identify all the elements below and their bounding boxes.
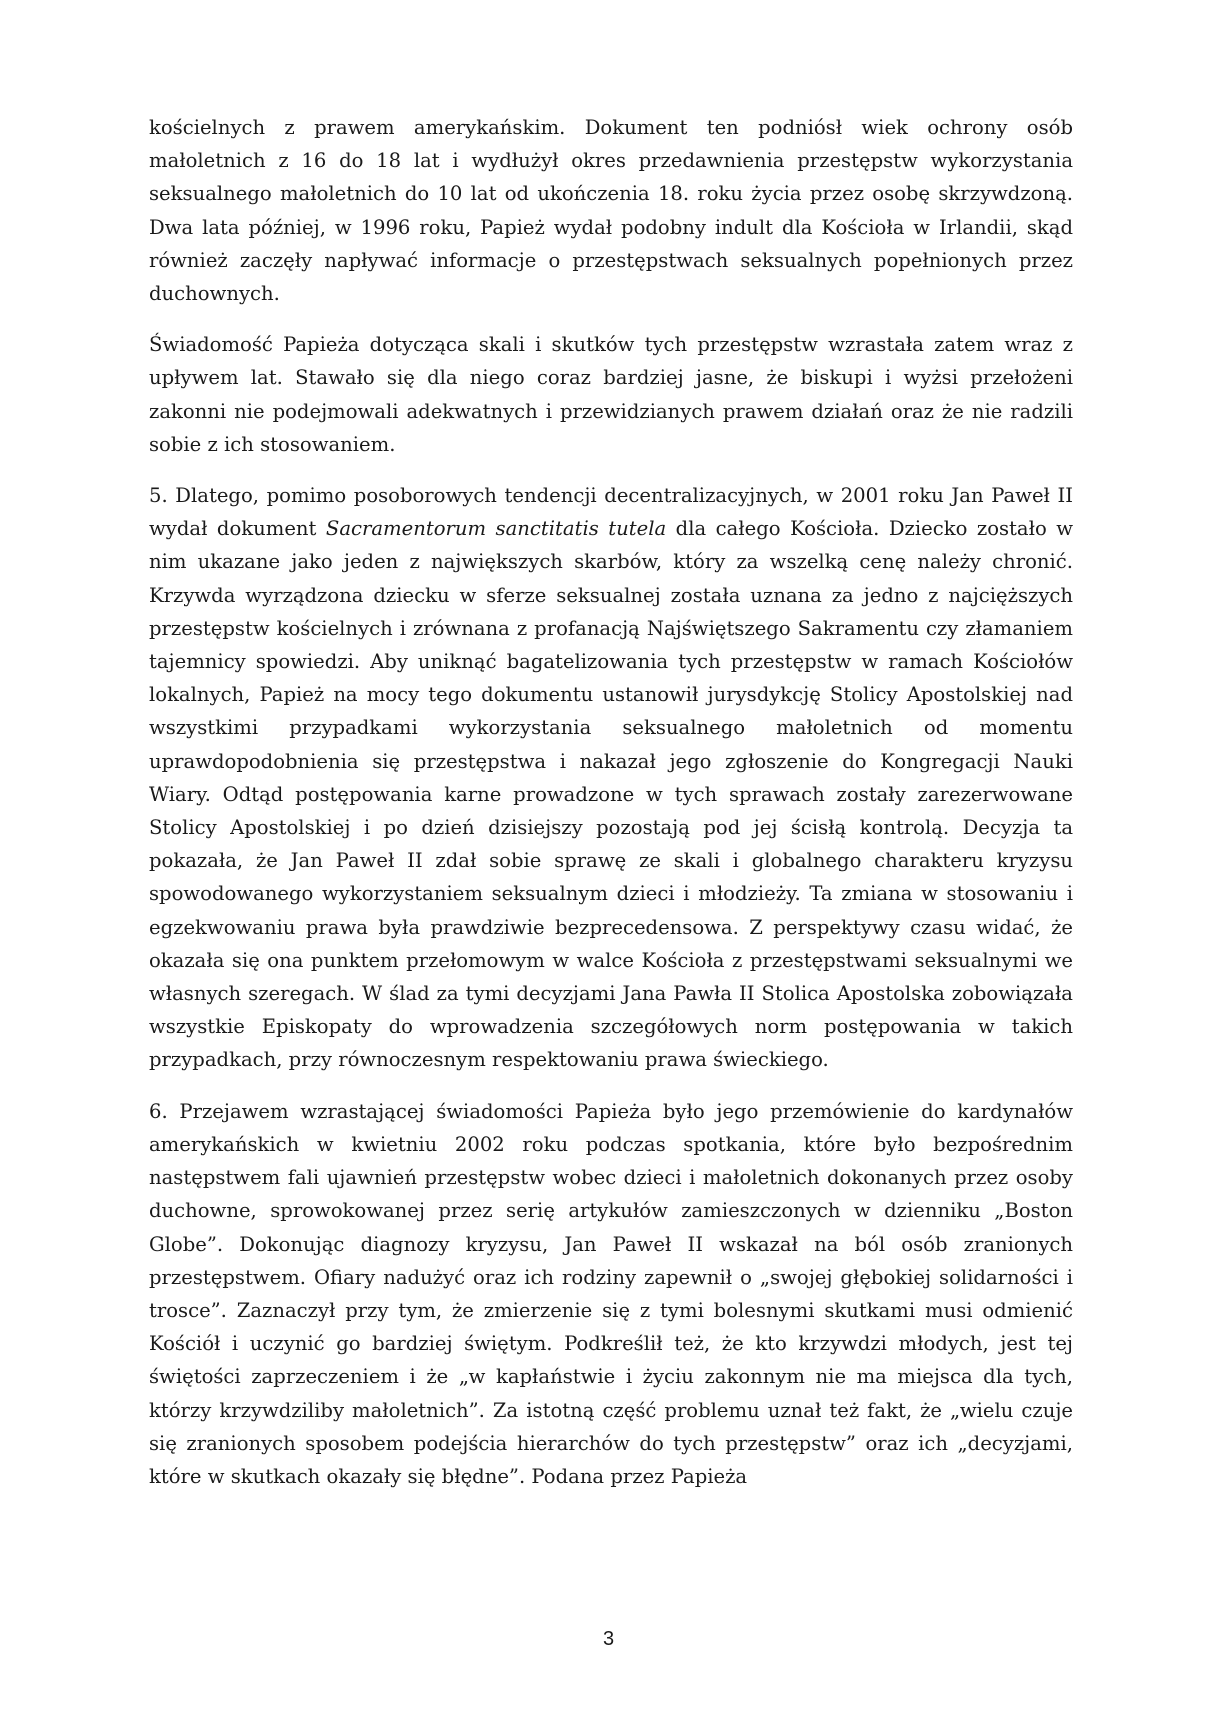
paragraph-1-text: kościelnych z prawem amerykańskim. Dokument ten podniósł wiek ochrony osób małoletnich z 16 do 18 lat i wydłużył okres przedawnienia przestępstw wykorzystania seksualnego małoletnich do 10 lat od ukończenia 18. roku życia przez osobę skrzywdzoną. Dwa lata później, w 1996 roku, Papież wydał podobny indult dla Kościoła w Irlandii, skąd również zaczęły napływać informacje o przestępstwach seksualnych popełnionych przez duchownych. — [149, 116, 1073, 306]
paragraph-4 — [149, 1095, 1073, 1493]
paragraph-3-text-end: dla całego Kościoła. Dziecko zostało w nim ukazane jako jeden z największych skarbów, który za wszelką cenę należy chronić. Krzywda wyrządzona dziecku w sferze seksualnej została uznana za jedno z najcięższych przestępstw kościelnych i zrównana z profanacją Najświętszego Sakramentu czy złamaniem tajemnicy spowiedzi. Aby uniknąć bagatelizowania tych przestępstw w ramach Kościołów lokalnych, Papież na mocy tego dokumentu ustanowił jurysdykcję Stolicy Apostolskiej nad wszystkimi przypadkami wykorzystania seksualnego małoletnich od momentu uprawdopodobnienia się przestępstwa i nakazał jego zgłoszenie do Kongregacji Nauki Wiary. Odtąd postępowania karne prowadzone w tych sprawach zostały zarezerwowane Stolicy Apostolskiej i po dzień dzisiejszy pozostają pod jej ścisłą kontrolą. Decyzja ta pokazała, że Jan Paweł II zdał sobie sprawę ze skali i globalnego charakteru kryzysu spowodowanego wykorzystaniem seksualnym dzieci i młodzieży. Ta zmiana w stosowaniu i egzekwowaniu prawa była prawdziwie bezprecedensowa. Z perspektywy czasu widać, że okazała się ona punktem przełomowym w walce Kościoła z przestępstwami seksualnymi we własnych szeregach. W ślad za tymi decyzjami Jana Pawła II Stolica Apostolska zobowiązała wszystkie Episkopaty do wprowadzenia szczegółowych norm postępowania w takich przypadkach, przy równoczesnym respektowaniu prawa świeckiego. — [149, 517, 1074, 1072]
paragraph-1 — [149, 111, 1073, 310]
document-body — [149, 111, 1073, 1493]
document-title-italic: Sacramentorum sanctitatis tutela — [325, 517, 667, 541]
paragraph-3 — [149, 479, 1073, 1077]
paragraph-2 — [149, 328, 1073, 461]
paragraph-3-text-start: 5. Dlatego, pomimo posoborowych tendencji decentralizacyjnych, w 2001 roku Jan Paweł II wydał dokument — [149, 484, 1073, 541]
paragraph-4-text: 6. Przejawem wzrastającej świadomości Papieża było jego przemówienie do kardynałów amerykańskich w kwietniu 2002 roku podczas spotkania, które było bezpośrednim następstwem fali ujawnień przestępstw wobec dzieci i małoletnich dokonanych przez osoby duchowne, sprowokowanej przez serię artykułów zamieszczonych w dzienniku „Boston Globe”. Dokonując diagnozy kryzysu, Jan Paweł II wskazał na ból osób zranionych przestępstwem. Ofiary nadużyć oraz ich rodziny zapewnił o „swojej głębokiej solidarności i trosce”. Zaznaczył przy tym, że zmierzenie się z tymi bolesnymi skutkami musi odmienić Kościół i uczynić go bardziej świętym. Podkreślił też, że kto krzywdzi młodych, jest tej świętości zaprzeczeniem i że „w kapłaństwie i życiu zakonnym nie ma miejsca dla tych, którzy krzywdziliby małoletnich”. Za istotną część problemu uznał też fakt, że „wielu czuje się zranionych sposobem podejścia hierarchów do tych przestępstw” oraz ich „decyzjami, które w skutkach okazały się błędne”. Podana przez Papieża — [149, 1099, 1073, 1488]
paragraph-2-text: Świadomość Papieża dotycząca skali i skutków tych przestępstw wzrastała zatem wraz z upływem lat. Stawało się dla niego coraz bardziej jasne, że biskupi i wyżsi przełożeni zakonni nie podejmowali adekwatnych i przewidzianych prawem działań oraz że nie radzili sobie z ich stosowaniem. — [149, 333, 1073, 456]
page-number: 3 — [602, 1628, 615, 1650]
